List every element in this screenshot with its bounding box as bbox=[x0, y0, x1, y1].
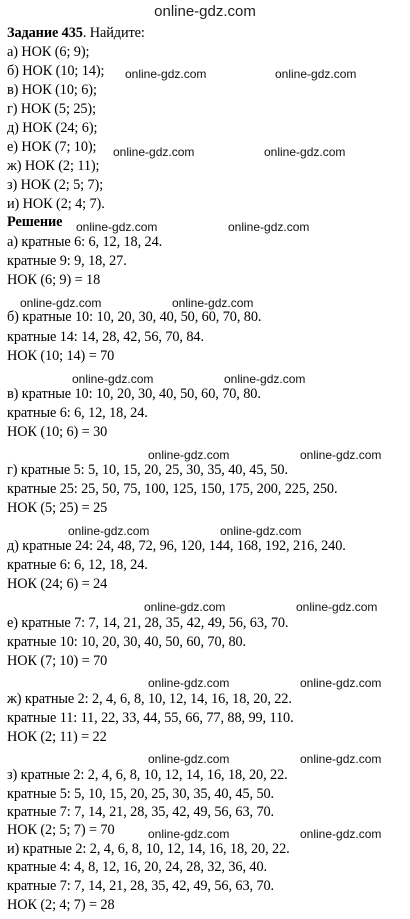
solution-line: кратные 5: 5, 10, 15, 20, 25, 30, 35, 40, 45, 50. bbox=[7, 786, 275, 802]
watermark: online-gdz.com bbox=[220, 524, 302, 538]
solution-line: ж) кратные 2: 2, 4, 6, 8, 10, 12, 14, 16, 18, 20, 22. bbox=[7, 691, 292, 707]
watermark: online-gdz.com bbox=[224, 372, 306, 386]
solution-line: б) кратные 10: 10, 20, 30, 40, 50, 60, 70, 80. bbox=[7, 309, 262, 325]
task-item-i: и) НОК (2; 4; 7). bbox=[7, 196, 105, 212]
task-header bbox=[7, 24, 145, 42]
solution-line: з) кратные 2: 2, 4, 6, 8, 10, 12, 14, 16, 18, 20, 22. bbox=[7, 767, 288, 783]
task-item-e: е) НОК (7; 10); bbox=[7, 139, 97, 155]
solution-line: кратные 6: 6, 12, 18, 24. bbox=[7, 405, 148, 421]
solution-line: е) кратные 7: 7, 14, 21, 28, 35, 42, 49, 56, 63, 70. bbox=[7, 615, 289, 631]
solution-result: НОК (10; 14) = 70 bbox=[7, 348, 115, 364]
watermark: online-gdz.com bbox=[172, 296, 254, 310]
solution-line: а) кратные 6: 6, 12, 18, 24. bbox=[7, 234, 163, 250]
watermark: online-gdz.com bbox=[300, 676, 382, 690]
watermark: online-gdz.com bbox=[20, 296, 102, 310]
watermark: online-gdz.com bbox=[148, 448, 230, 462]
solution-line: в) кратные 10: 10, 20, 30, 40, 50, 60, 70, 80. bbox=[7, 386, 261, 402]
solution-result: НОК (10; 6) = 30 bbox=[7, 424, 108, 440]
task-item-z: з) НОК (2; 5; 7); bbox=[7, 177, 104, 193]
watermark: online-gdz.com bbox=[275, 67, 357, 81]
watermark: online-gdz.com bbox=[144, 600, 226, 614]
solution-line: кратные 11: 11, 22, 33, 44, 55, 66, 77, 88, 99, 110. bbox=[7, 710, 294, 726]
solution-line: кратные 7: 7, 14, 21, 28, 35, 42, 49, 56, 63, 70. bbox=[7, 804, 275, 820]
solution-result: НОК (5; 25) = 25 bbox=[7, 500, 108, 516]
watermark: online-gdz.com bbox=[113, 145, 195, 159]
solution-line: г) кратные 5: 5, 10, 15, 20, 25, 30, 35, 40, 45, 50. bbox=[7, 462, 288, 478]
solution-line: кратные 6: 6, 12, 18, 24. bbox=[7, 557, 148, 573]
solution-line: кратные 4: 4, 8, 12, 16, 20, 24, 28, 32, 36, 40. bbox=[7, 859, 267, 875]
solution-line: кратные 25: 25, 50, 75, 100, 125, 150, 175, 200, 225, 250. bbox=[7, 481, 338, 497]
task-instruction: . Найдите: bbox=[82, 25, 145, 41]
watermark: online-gdz.com bbox=[76, 220, 158, 234]
solution-result: НОК (7; 10) = 70 bbox=[7, 653, 108, 669]
watermark: online-gdz.com bbox=[68, 524, 150, 538]
solution-line: кратные 7: 7, 14, 21, 28, 35, 42, 49, 56, 63, 70. bbox=[7, 878, 275, 894]
solution-result: НОК (2; 5; 7) = 70 bbox=[7, 822, 115, 838]
watermark: online-gdz.com bbox=[148, 827, 230, 841]
solution-line: кратные 10: 10, 20, 30, 40, 50, 60, 70, 80. bbox=[7, 634, 247, 650]
watermark: online-gdz.com bbox=[264, 145, 346, 159]
task-item-b: б) НОК (10; 14); bbox=[7, 63, 105, 79]
solution-heading: Решение bbox=[7, 214, 63, 230]
solution-line: кратные 14: 14, 28, 42, 56, 70, 84. bbox=[7, 329, 204, 345]
solution-line: и) кратные 2: 2, 4, 6, 8, 10, 12, 14, 16, 18, 20, 22. bbox=[7, 841, 290, 857]
watermark: online-gdz.com bbox=[300, 827, 382, 841]
watermark: online-gdz.com bbox=[125, 67, 207, 81]
task-item-v: в) НОК (10; 6); bbox=[7, 82, 97, 98]
solution-result: НОК (24; 6) = 24 bbox=[7, 576, 108, 592]
watermark: online-gdz.com bbox=[300, 752, 382, 766]
solution-result: НОК (2; 11) = 22 bbox=[7, 729, 107, 745]
solution-line: д) кратные 24: 24, 48, 72, 96, 120, 144, 168, 192, 216, 240. bbox=[7, 538, 346, 554]
solution-result: НОК (6; 9) = 18 bbox=[7, 272, 101, 288]
task-item-d: д) НОК (24; 6); bbox=[7, 120, 98, 136]
watermark: online-gdz.com bbox=[296, 600, 378, 614]
task-item-zh: ж) НОК (2; 11); bbox=[7, 158, 100, 174]
watermark: online-gdz.com bbox=[72, 372, 154, 386]
task-item-a: а) НОК (6; 9); bbox=[7, 44, 90, 60]
solution-result: НОК (2; 4; 7) = 28 bbox=[7, 897, 115, 913]
solution-line: кратные 9: 9, 18, 27. bbox=[7, 253, 127, 269]
watermark: online-gdz.com bbox=[148, 752, 230, 766]
task-number: Задание 435 bbox=[7, 25, 83, 41]
watermark: online-gdz.com bbox=[300, 448, 382, 462]
task-item-g: г) НОК (5; 25); bbox=[7, 101, 96, 117]
watermark: online-gdz.com bbox=[148, 676, 230, 690]
watermark: online-gdz.com bbox=[228, 220, 310, 234]
top-watermark: online-gdz.com bbox=[154, 3, 256, 20]
